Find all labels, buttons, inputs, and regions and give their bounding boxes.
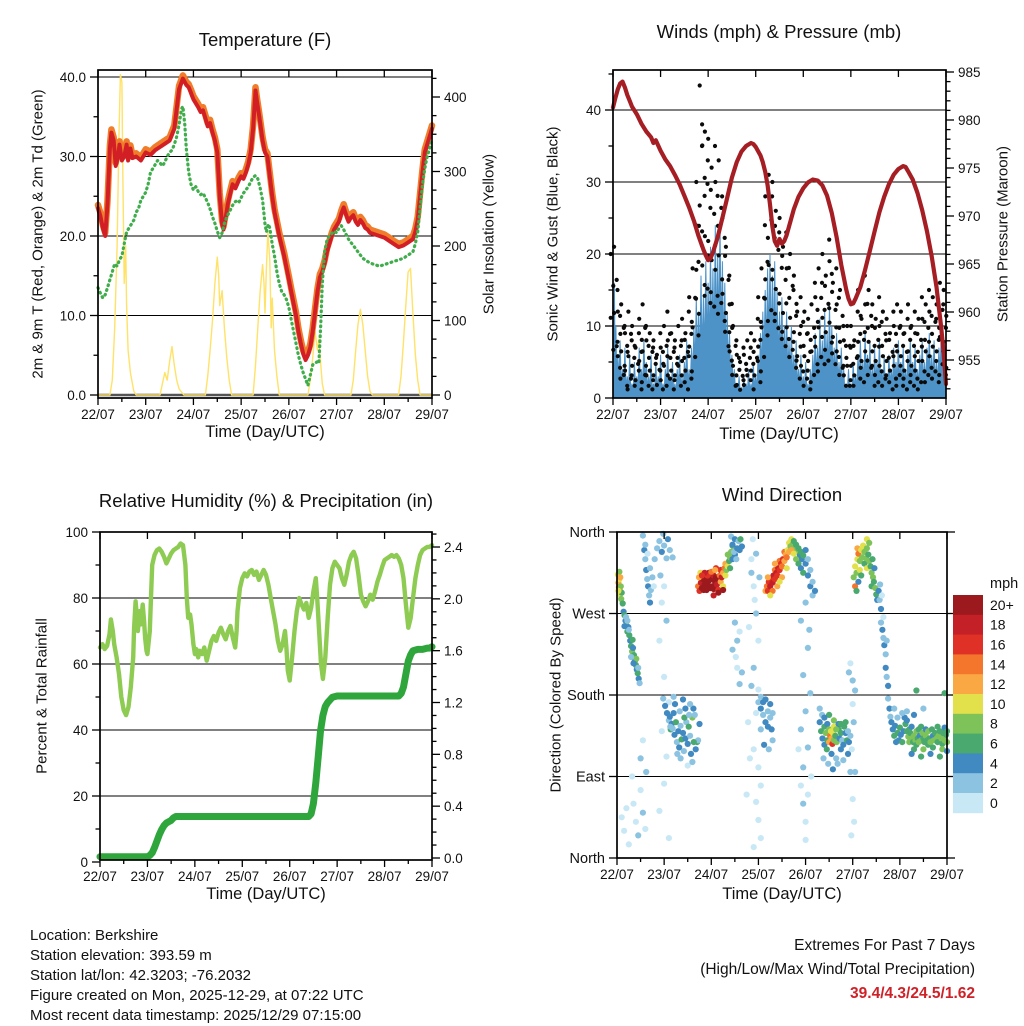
tick-label: 30.0 (59, 149, 86, 165)
tick-label: 22/07 (83, 869, 117, 884)
tick-label: 22/07 (600, 867, 634, 882)
tick-label: 26/07 (786, 407, 821, 422)
tick-label: 8 (990, 715, 998, 732)
tick-label: 0.4 (444, 799, 463, 815)
tick-label: 60 (72, 657, 88, 672)
tick-label: 0.0 (444, 851, 463, 866)
tick-label: 1.6 (444, 643, 463, 659)
tick-label: 27/07 (833, 407, 868, 422)
humidity-ylabel-left: Percent & Total Rainfall (33, 618, 51, 774)
tick-label: 22/07 (596, 407, 630, 422)
tick-label: 2 (990, 775, 998, 792)
tick-label: 10 (585, 319, 601, 334)
tick-label: 24/07 (177, 869, 212, 884)
tick-label: 23/07 (643, 407, 678, 422)
tick-label: 400 (444, 90, 467, 105)
tick-label: North (569, 851, 605, 867)
tick-label: 12 (990, 676, 1006, 693)
tick-label: 0 (593, 391, 601, 406)
tick-label: 985 (958, 65, 981, 80)
speed-colorbar (953, 576, 1018, 813)
tick-label: 100 (444, 313, 467, 329)
tick-label: 2.0 (444, 591, 463, 607)
wind_direction-plot (567, 525, 1018, 882)
tick-label: 10.0 (59, 308, 86, 324)
tick-label: 0.0 (67, 388, 86, 403)
tick-label: 0 (80, 855, 88, 870)
tick-label: 2.4 (444, 540, 463, 556)
temperature-xlabel: Time (Day/UTC) (205, 423, 325, 441)
extremes-title: Extremes For Past 7 Days (794, 937, 975, 954)
tick-label: 20+ (990, 596, 1014, 613)
tick-label: 25/07 (738, 407, 773, 422)
tick-label: 28/07 (367, 407, 402, 422)
wind-direction-title: Wind Direction (721, 484, 843, 505)
temperature-plot (60, 70, 467, 422)
tick-label: 18 (990, 616, 1006, 633)
tick-label: 27/07 (320, 869, 355, 884)
tick-label: 26/07 (272, 869, 307, 884)
tick-label: 10 (990, 695, 1006, 712)
tick-label: 23/07 (647, 867, 682, 882)
temperature-ylabel-right: Solar Insolation (Yellow) (480, 153, 498, 315)
tick-label: 26/07 (271, 407, 306, 422)
tick-label: 0 (990, 794, 998, 811)
temperature-ylabel-left: 2m & 9m T (Red, Orange) & 2m Td (Green) (29, 89, 47, 379)
tick-label: East (575, 769, 605, 786)
tick-label: 29/07 (930, 867, 964, 882)
tick-label: 20 (585, 247, 601, 262)
tick-label: 100 (65, 525, 88, 540)
station-info (30, 926, 364, 1026)
data-timestamp: Most recent data timestamp: 2025/12/29 07:15:00 (30, 1007, 362, 1024)
extremes-subtitle: (High/Low/Max Wind/Total Precipitation) (700, 961, 975, 978)
tick-label: 970 (958, 209, 981, 224)
tick-label: 28/07 (367, 869, 402, 884)
station-location: Location: Berkshire (30, 927, 159, 944)
tick-label: 25/07 (741, 867, 776, 882)
relative_humidity-series (100, 544, 432, 716)
tick-label: 20.0 (59, 229, 86, 244)
winds-pressure-xlabel: Time (Day/UTC) (719, 425, 839, 443)
tick-label: 0 (444, 388, 452, 403)
humidity-precip-title: Relative Humidity (%) & Precipitation (in) (98, 490, 434, 511)
total_rainfall-series (100, 647, 432, 857)
tick-label: 30 (585, 175, 601, 190)
figure-created: Figure created on Mon, 2025-12-29, at 07:22 UTC (30, 987, 364, 1004)
tick-label: 1.2 (444, 695, 463, 711)
tick-label: 6 (990, 735, 998, 752)
station-elevation: Station elevation: 393.59 m (30, 947, 212, 964)
tick-label: West (572, 606, 605, 623)
winds-pressure-title: Winds (mph) & Pressure (mb) (656, 21, 902, 42)
tick-label: 29/07 (415, 407, 449, 422)
tick-label: 26/07 (788, 867, 823, 882)
tick-label: 27/07 (319, 407, 354, 422)
tick-label: 975 (958, 161, 981, 176)
sonic_wind-series (613, 222, 946, 398)
tick-label: 23/07 (128, 407, 163, 422)
tick-label: 22/07 (81, 407, 115, 422)
tick-label: 300 (444, 164, 467, 180)
temperature-title: Temperature (F) (198, 29, 332, 50)
tick-label: 16 (990, 636, 1006, 653)
station-latlon: Station lat/lon: 42.3203; -76.2032 (30, 967, 252, 984)
humidity-precip-xlabel: Time (Day/UTC) (206, 885, 326, 903)
extremes-values: 39.4/4.3/24.5/1.62 (850, 985, 975, 1002)
extremes-block (700, 934, 975, 1006)
tick-label: 40.0 (59, 70, 86, 85)
tick-label: 23/07 (130, 869, 165, 884)
tick-label: 80 (72, 591, 88, 606)
tick-label: 29/07 (929, 407, 963, 422)
tick-label: 27/07 (835, 867, 870, 882)
wind-direction-scatter (615, 531, 950, 851)
tick-label: 960 (958, 305, 981, 320)
tick-label: 28/07 (882, 867, 917, 882)
tick-label: 20 (72, 789, 88, 804)
tick-label: 24/07 (694, 867, 729, 882)
tick-label: 200 (444, 239, 467, 254)
tick-label: 25/07 (225, 869, 260, 884)
tick-label: 955 (958, 353, 981, 368)
tick-label: 14 (990, 656, 1006, 673)
tick-label: 24/07 (176, 407, 211, 422)
tick-label: 4 (990, 755, 998, 772)
tick-label: 0.8 (444, 747, 463, 763)
winds-ylabel-left: Sonic Wind & Gust (Blue, Black) (544, 126, 562, 342)
winds_pressure-plot (586, 65, 981, 422)
wind-direction-xlabel: Time (Day/UTC) (722, 885, 842, 903)
humidity_precip-plot (65, 525, 463, 884)
tick-label: North (569, 525, 605, 541)
pressure-ylabel-right: Station Pressure (Maroon) (994, 146, 1012, 322)
tick-label: 40 (585, 103, 601, 118)
tick-label: 28/07 (881, 407, 916, 422)
direction-ylabel-left: Direction (Colored By Speed) (547, 597, 565, 793)
tick-label: South (567, 688, 605, 704)
tick-label: 40 (72, 723, 88, 738)
tick-label: 29/07 (415, 869, 449, 884)
tick-label: 980 (958, 113, 981, 128)
tick-label: mph (990, 576, 1019, 592)
tick-label: 24/07 (691, 407, 726, 422)
tick-label: 25/07 (224, 407, 259, 422)
tick-label: 965 (958, 257, 981, 272)
temp_9m-series (98, 75, 432, 356)
